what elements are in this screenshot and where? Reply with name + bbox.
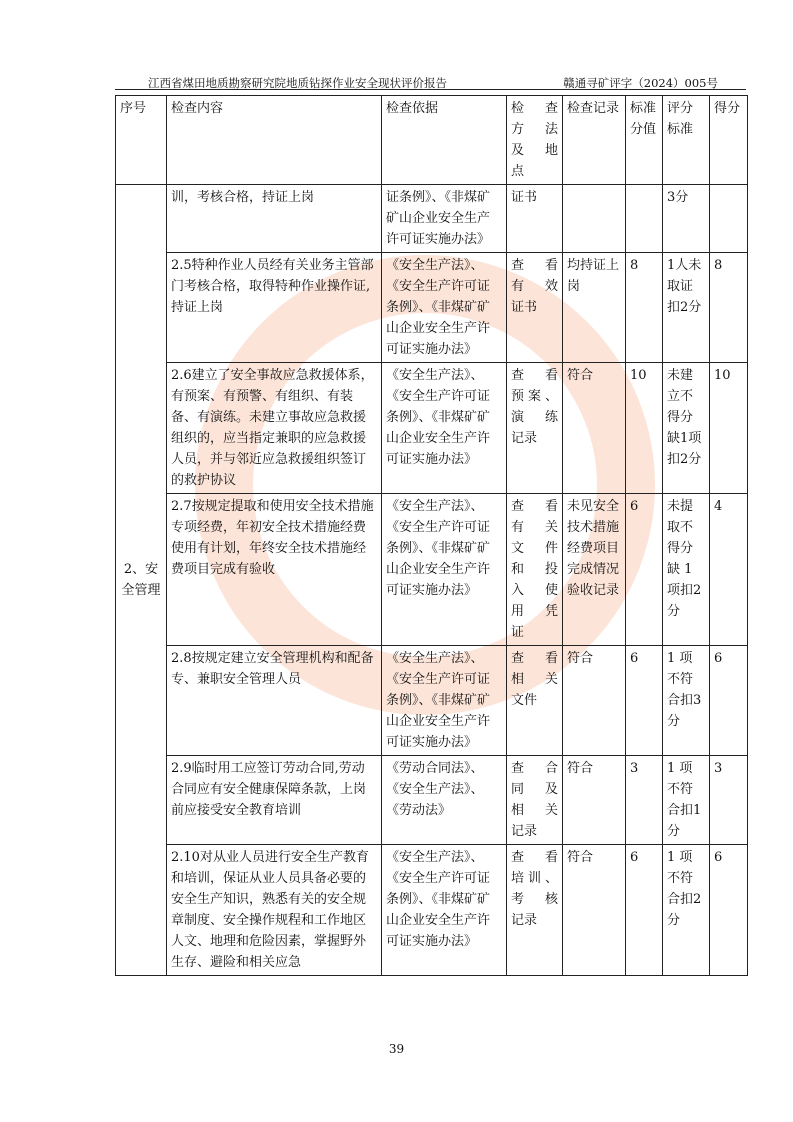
score-cell: 3 [710,756,748,845]
basis-cell: 《安全生产法》、《安全生产许可证条例》、《非煤矿矿山企业安全生产许可证实施办法》 [382,363,507,494]
report-title: 江西省煤田地质勘察研究院地质钻探作业安全现状评价报告 [148,76,447,90]
content-cell: 2.5特种作业人员经有关业务主管部门考核合格，取得特种作业操作证,持证上岗 [167,253,382,363]
table-header-row [116,96,748,185]
header-rule [115,89,746,90]
table-row [116,253,748,363]
standard-cell: 8 [626,253,663,363]
col-header-criteria: 评分标准 [663,96,710,185]
record-cell: 均持证上岗 [563,253,626,363]
content-cell: 2.7按规定提取和使用安全技术措施专项经费，年初安全技术措施经费使用有计划，年终安全技术措施经费项目完成有验收 [167,494,382,646]
criteria-cell: 3分 [663,185,710,253]
score-cell: 6 [710,845,748,976]
record-cell: 符合 [563,646,626,756]
content-cell: 2.8按规定建立安全管理机构和配备专、兼职安全管理人员 [167,646,382,756]
standard-cell: 10 [626,363,663,494]
table-row [116,646,748,756]
score-cell: 8 [710,253,748,363]
score-cell: 6 [710,646,748,756]
standard-cell: 6 [626,646,663,756]
method-cell: 证书 [507,185,563,253]
col-header-score: 得分 [710,96,748,185]
table-row [116,185,748,253]
criteria-cell: 未建立不得分缺1项扣2分 [663,363,710,494]
record-cell: 符合 [563,363,626,494]
item-label: 2、安全管理 [121,562,161,598]
document-number: 赣通寻矿评字（2024）005号 [563,76,718,90]
col-header-content: 检查内容 [167,96,382,185]
method-cell: 查 看 预案、 演 练 记录 [507,363,563,494]
table-row [116,845,748,976]
col-header-record: 检查记录 [563,96,626,185]
criteria-cell: 未提取不得分缺 1 项扣2分 [663,494,710,646]
page-header [148,71,718,91]
basis-cell: 《安全生产法》、《安全生产许可证条例》、《非煤矿矿山企业安全生产许可证实施办法》 [382,646,507,756]
col-header-standard: 标准分值 [626,96,663,185]
standard-cell: 6 [626,845,663,976]
content-cell: 2.9临时用工应签订劳动合同,劳动合同应有安全健康保障条款，上岗前应接受安全教育培训 [167,756,382,845]
table-row [116,363,748,494]
table-row [116,756,748,845]
standard-cell: 3 [626,756,663,845]
col-header-basis: 检查依据 [382,96,507,185]
score-cell [710,185,748,253]
criteria-cell: 1 项不符合扣1分 [663,756,710,845]
method-cell: 查 看 有 关 文 件 和 投 入 使 用 凭 证 [507,494,563,646]
record-cell [563,185,626,253]
item-label-cell [116,185,167,976]
content-cell: 2.6建立了安全事故应急救援体系，有预案、有预警、有组织、有装备、有演练。未建立事故应急救援组织的，应当指定兼职的应急救援人员，并与邻近应急救援组织签订的救护协议 [167,363,382,494]
score-cell: 10 [710,363,748,494]
basis-cell: 《安全生产法》、《安全生产许可证条例》、《非煤矿矿山企业安全生产许可证实施办法》 [382,845,507,976]
method-cell: 查 看 相 关 文件 [507,646,563,756]
basis-cell: 证条例》、《非煤矿矿山企业安全生产许可证实施办法》 [382,185,507,253]
basis-cell: 《安全生产法》、《安全生产许可证条例》、《非煤矿矿山企业安全生产许可证实施办法》 [382,494,507,646]
table-row [116,494,748,646]
page-number: 39 [388,1042,405,1056]
content-cell: 训，考核合格，持证上岗 [167,185,382,253]
record-cell: 未见安全技术措施经费项目完成情况验收记录 [563,494,626,646]
score-cell: 4 [710,494,748,646]
method-cell: 查 看 有 效 证书 [507,253,563,363]
basis-cell: 《劳动合同法》、《安全生产法》、《劳动法》 [382,756,507,845]
col-header-method: 检 查 方 法 及 地 点 [507,96,563,185]
record-cell: 符合 [563,756,626,845]
criteria-cell: 1 项不符合扣2分 [663,845,710,976]
basis-cell: 《安全生产法》、《安全生产许可证条例》、《非煤矿矿山企业安全生产许可证实施办法》 [382,253,507,363]
standard-cell [626,185,663,253]
criteria-cell: 1人未取证扣2分 [663,253,710,363]
content-cell: 2.10对从业人员进行安全生产教育和培训，保证从业人员具备必要的安全生产知识，熟悉有关的安全规章制度、安全操作规程和工作地区人文、地理和危险因素，掌握野外生存、避险和相关应急 [167,845,382,976]
criteria-cell: 1 项不符合扣3分 [663,646,710,756]
method-cell: 查 看 培训、 考 核 记录 [507,845,563,976]
method-cell: 查 合 同 及 相 关 记录 [507,756,563,845]
standard-cell: 6 [626,494,663,646]
record-cell: 符合 [563,845,626,976]
inspection-table [115,95,748,976]
col-header-index: 序号 [116,96,167,185]
